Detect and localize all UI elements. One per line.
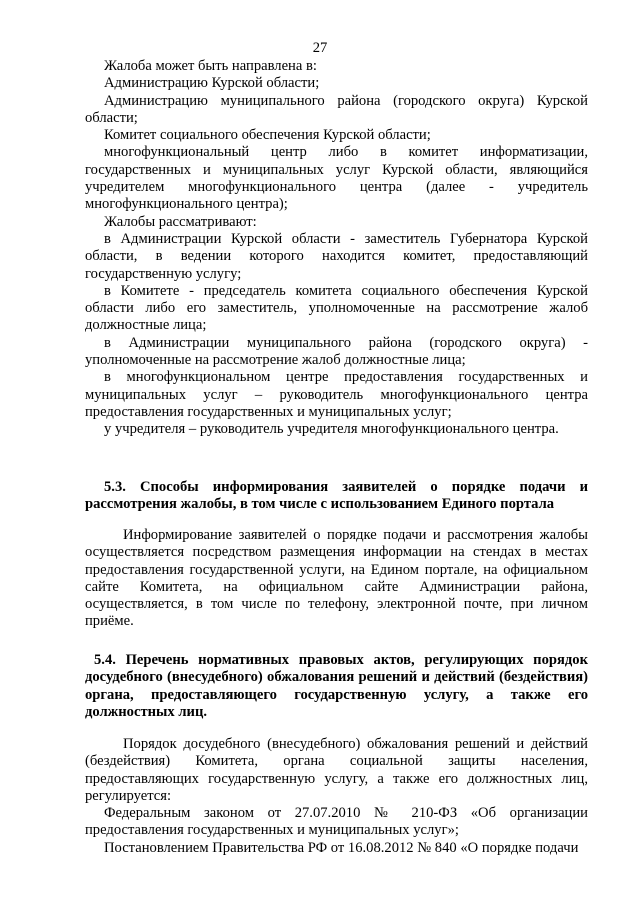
paragraph: Жалобы рассматривают: bbox=[104, 213, 257, 230]
paragraph: Жалоба может быть направлена в: bbox=[104, 58, 317, 74]
paragraph: многофункциональный центр либо в комитет информатизации, государственных и муниципальных услуг Курской области, являющийся учредителем многофункционального центра (далее - учредитель многофункционального центра); bbox=[85, 144, 588, 213]
paragraph: Администрацию муниципального района (городского округа) Курской области; bbox=[85, 92, 588, 126]
paragraph: Комитет социального обеспечения Курской области; bbox=[104, 127, 431, 144]
paragraph: в Администрации Курской области - заместитель Губернатора Курской области, в ведении которого находится комитет, предоставляющий государственную услугу; bbox=[85, 230, 588, 282]
paragraph: в Администрации муниципального района (городского округа) - уполномоченные на рассмотрение жалоб должностные лица; bbox=[85, 334, 588, 369]
regulations-section bbox=[85, 736, 588, 857]
paragraph: Федеральным законом от 27.07.2010 № 210-ФЗ «Об организации предоставления государственных и муниципальных услуг»; bbox=[85, 805, 588, 839]
paragraph: в Комитете - председатель комитета социального обеспечения Курской области либо его заместитель, уполномоченные на рассмотрение жалоб должностные лица; bbox=[85, 282, 588, 334]
page-number: 27 bbox=[312, 40, 328, 56]
complaint-recipients-section bbox=[85, 58, 588, 439]
paragraph: Постановлением Правительства РФ от 16.08.2012 № 840 «О порядке подачи bbox=[104, 839, 579, 856]
section-heading-5-4: 5.4. Перечень нормативных правовых актов, регулирующих порядок досудебного (внесудебного) обжалования решений и действий (бездействия) органа, предоставляющего государственную услугу, а также его должностных лиц. bbox=[85, 652, 588, 720]
paragraph: у учредителя – руководитель учредителя многофункционального центра. bbox=[104, 421, 559, 438]
paragraph: в многофункциональном центре предоставления государственных и муниципальных услуг – руководитель многофункционального центра предоставления государственных и муниципальных услуг; bbox=[85, 369, 588, 420]
informing-section bbox=[85, 527, 588, 631]
section-heading-5-3: 5.3. Способы информирования заявителей о порядке подачи и рассмотрения жалобы, в том числе с использованием Единого портала bbox=[85, 479, 588, 513]
paragraph: Администрацию Курской области; bbox=[104, 75, 320, 92]
paragraph: Порядок досудебного (внесудебного) обжалования решений и действий (бездействия) Комитета, органа социальной защиты населения, предоставляющих государственную услугу, а также его должностных лиц, регулируется: bbox=[85, 736, 588, 804]
paragraph: Информирование заявителей о порядке подачи и рассмотрения жалобы осуществляется посредством размещения информации на стендах в местах предоставления государственной услуги, на Едином портале, на официальном сайте Комитета, на официальном сайте Администрации района, осуществляется, в том числе по телефону, электронной почте, при личном приёме. bbox=[85, 527, 588, 630]
